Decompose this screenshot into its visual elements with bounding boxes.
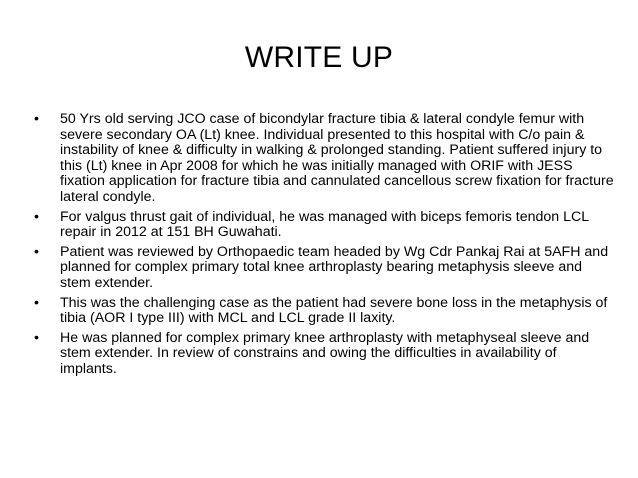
bullet-text: 50 Yrs old serving JCO case of bicondylar fracture tibia & lateral condyle femur with severe secondary OA (Lt) knee. Individual presented to this hospital with C/o pain & instability of knee & difficulty in walking & prolonged standing. Patient suffered injury to this (Lt) knee in Apr 2008 for which he was initially managed with ORIF with JESS fixation application for fracture tibia and cannulated cancellous screw fixation for fracture lateral condyle. [60, 111, 614, 205]
bullet-item-4 [34, 296, 614, 327]
bullet-marker: • [34, 243, 39, 260]
bullet-marker: • [34, 111, 39, 127]
bullet-item-3 [34, 245, 614, 292]
bullet-text: This was the challenging case as the patient had severe bone loss in the metaphysis of tibia (AOR I type III) with MCL and LCL grade II laxity. [60, 294, 608, 327]
bullet-text: For valgus thrust gait of individual, he was managed with biceps femoris tendon LCL repair in 2012 at 151 BH Guwahati. [60, 208, 589, 241]
bullet-item-1 [34, 112, 614, 206]
bullet-marker: • [34, 208, 39, 225]
slide-title: WRITE UP [244, 41, 394, 74]
bullet-item-2 [34, 210, 614, 241]
bullet-list [34, 112, 614, 382]
bullet-marker: • [34, 294, 39, 311]
bullet-text: Patient was reviewed by Orthopaedic team headed by Wg Cdr Pankaj Rai at 5AFH and planned for complex primary total knee arthroplasty bearing metaphysis sleeve and stem extender. [60, 243, 609, 291]
bullet-marker: • [34, 329, 39, 346]
bullet-text: He was planned for complex primary knee arthroplasty with metaphyseal sleeve and stem extender. In review of constrains and owing the difficulties in availability of implants. [60, 329, 590, 377]
bullet-item-5 [34, 331, 614, 378]
